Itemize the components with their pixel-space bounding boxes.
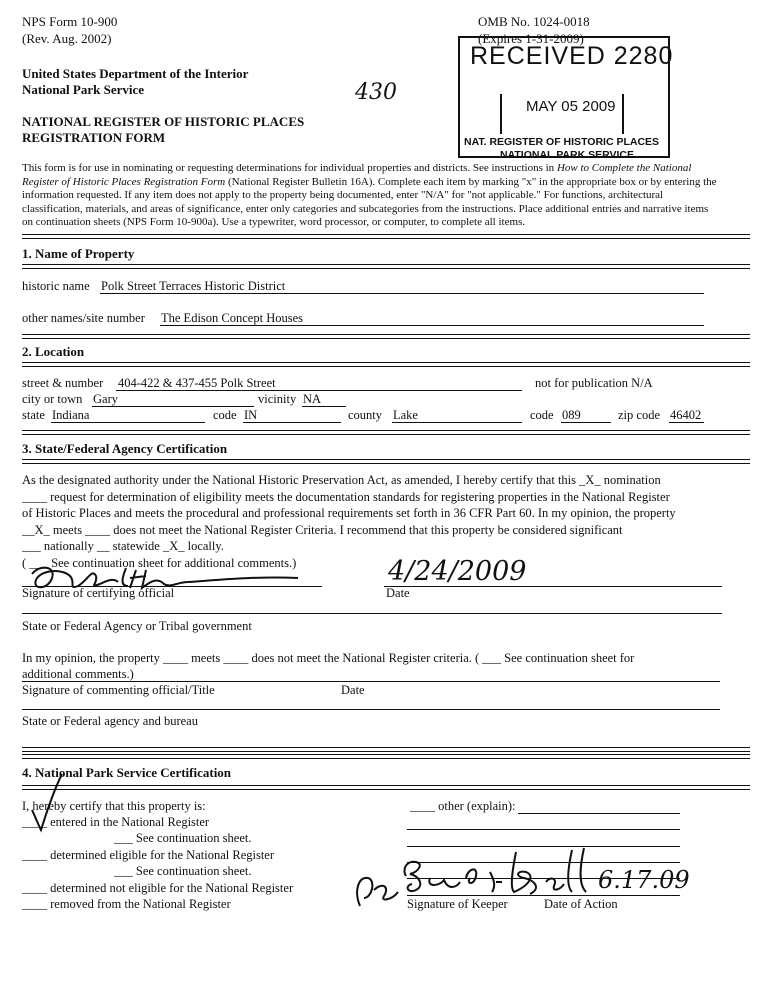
zip-value: 46402 — [670, 408, 702, 422]
other-explain: ____ other (explain): — [410, 799, 516, 813]
divider — [22, 459, 750, 464]
stamp-date: MAY 05 2009 — [526, 98, 616, 115]
commenting-signature-label: Signature of commenting official/Title — [22, 683, 215, 697]
date-of-action-label: Date of Action — [544, 897, 618, 911]
field-underline — [160, 325, 704, 326]
city-value: Gary — [93, 392, 118, 406]
received-stamp — [458, 36, 674, 161]
explain-line — [407, 829, 680, 830]
agency-name: National Park Service — [22, 82, 145, 97]
handwritten-date: 4/24/2009 — [388, 556, 527, 587]
stamp-line2: NATIONAL PARK SERVICE — [500, 149, 634, 161]
county-label: county — [348, 408, 383, 422]
date-line — [384, 586, 722, 587]
intro-line-3: information requested. If any item does not apply to the property being documented, enter "N/A" for "not applicable." For functions, architectural — [22, 189, 664, 201]
county-code-value: 089 — [562, 408, 581, 422]
agency-label: State or Federal Agency or Tribal government — [22, 619, 252, 633]
section-1-heading: 1. Name of Property — [22, 246, 135, 261]
cert-line-3: of Historic Places and meets the procedural and professional requirements set forth in 36 CFR Part 60. In my opinion, the property — [22, 506, 676, 520]
divider — [22, 754, 750, 759]
divider — [22, 362, 750, 367]
keeper-signature-line — [407, 895, 680, 896]
opinion-line-1: In my opinion, the property ____ meets ____ does not meet the National Register criteria. ( ___ See continuation sheet for — [22, 651, 635, 665]
field-underline — [669, 422, 704, 423]
certifying-date-label: Date — [386, 586, 410, 600]
field-underline — [51, 422, 205, 423]
certifying-signature-label: Signature of certifying official — [22, 586, 175, 600]
intro-line-2: Register of Historic Places Registration Form (National Register Bulletin 16A). Complete each item by marking "x" in the appropriate box or by entering the — [22, 175, 717, 188]
agency-line — [22, 613, 722, 614]
handwritten-number: 430 — [355, 80, 397, 105]
continuation-sheet-1: ___ See continuation sheet. — [114, 831, 252, 845]
cert-line-2: ____ request for determination of eligibility meets the documentation standards for registering properties in the National Register — [22, 489, 670, 504]
continuation-sheet-2: ___ See continuation sheet. — [114, 864, 252, 878]
removed-register: ____ removed from the National Register — [22, 897, 231, 911]
zip-label: zip code — [618, 408, 660, 422]
commenting-date-label: Date — [341, 683, 365, 697]
divider — [22, 747, 750, 752]
field-underline — [116, 390, 522, 391]
state-code-label: code — [213, 408, 237, 422]
divider — [22, 334, 750, 339]
state-value: Indiana — [52, 408, 90, 422]
cert-line-5: ___ nationally __ statewide _X_ locally. — [22, 539, 224, 553]
intro-line-5: on continuation sheets (NPS Form 10-900a). Use a typewriter, word processor, or computer, to complete all items. — [22, 216, 526, 228]
vicinity-value: NA — [303, 392, 322, 406]
cert-line-6: ( ___ See continuation sheet for additional comments.) — [22, 555, 297, 570]
divider — [22, 785, 750, 790]
county-code-label: code — [530, 408, 554, 422]
not-for-publication: not for publication N/A — [535, 376, 653, 390]
county-value: Lake — [393, 408, 418, 422]
section-3-heading: 3. State/Federal Agency Certification — [22, 441, 228, 456]
other-names-label: other names/site number — [22, 311, 145, 325]
cert-line-4: __X_ meets ____ does not meet the National Register Criteria. I recommend that this property be considered significant — [22, 522, 623, 537]
section-4-heading: 4. National Park Service Certification — [22, 765, 232, 780]
field-underline — [302, 406, 346, 407]
stamp-received: RECEIVED 2280 — [470, 42, 674, 70]
form-revision: (Rev. Aug. 2002) — [22, 31, 112, 46]
handwritten-action-date: 6.17.09 — [598, 866, 690, 894]
field-underline — [561, 422, 611, 423]
section-2-heading: 2. Location — [22, 344, 85, 359]
intro-line-1: This form is for use in nominating or requesting determinations for individual properties and districts. See instructions in How to Complete the National — [22, 162, 692, 174]
field-underline — [243, 422, 341, 423]
form-number: NPS Form 10-900 — [22, 14, 118, 29]
stamp-line1: NAT. REGISTER OF HISTORIC PLACES — [464, 136, 660, 148]
expiration-date: (Expires 1-31-2009) — [478, 31, 584, 46]
cert-line-1: As the designated authority under the National Historic Preservation Act, as amended, I hereby certify that this _X_ nomination — [22, 473, 661, 487]
determined-not-eligible: ____ determined not eligible for the National Register — [22, 881, 294, 895]
nps-certify-text: I, hereby certify that this property is: — [22, 799, 206, 813]
checkmark-icon — [26, 770, 66, 834]
historic-name-value: Polk Street Terraces Historic District — [101, 279, 286, 293]
street-value: 404-422 & 437-455 Polk Street — [118, 376, 276, 390]
entered-register: ____ entered in the National Register — [22, 815, 210, 829]
intro-line-4: classification, materials, and areas of significance, enter only categories and subcategories from the instructions. Place additional entries and narrative items — [22, 202, 709, 215]
state-code-value: IN — [244, 408, 258, 422]
bureau-line — [22, 709, 720, 710]
historic-name-label: historic name — [22, 279, 90, 293]
omb-number: OMB No. 1024-0018 — [478, 14, 590, 29]
divider — [22, 430, 750, 435]
bureau-label: State or Federal agency and bureau — [22, 714, 198, 728]
state-label: state — [22, 408, 45, 422]
divider — [22, 264, 750, 269]
field-underline — [100, 293, 704, 294]
other-names-value: The Edison Concept Houses — [161, 311, 303, 325]
street-label: street & number — [22, 376, 104, 390]
department-name: United States Department of the Interior — [22, 66, 249, 81]
determined-eligible: ____ determined eligible for the National Register — [22, 848, 275, 862]
signature-line — [22, 681, 720, 682]
field-underline — [392, 422, 522, 423]
vicinity-label: vicinity — [258, 392, 297, 406]
opinion-line-2: additional comments.) — [22, 667, 134, 681]
city-label: city or town — [22, 392, 83, 406]
explain-line — [518, 813, 680, 814]
form-title: NATIONAL REGISTER OF HISTORIC PLACES — [22, 114, 305, 129]
divider — [22, 234, 750, 239]
field-underline — [92, 406, 254, 407]
keeper-signature-label: Signature of Keeper — [407, 897, 508, 911]
form-subtitle: REGISTRATION FORM — [22, 130, 166, 145]
